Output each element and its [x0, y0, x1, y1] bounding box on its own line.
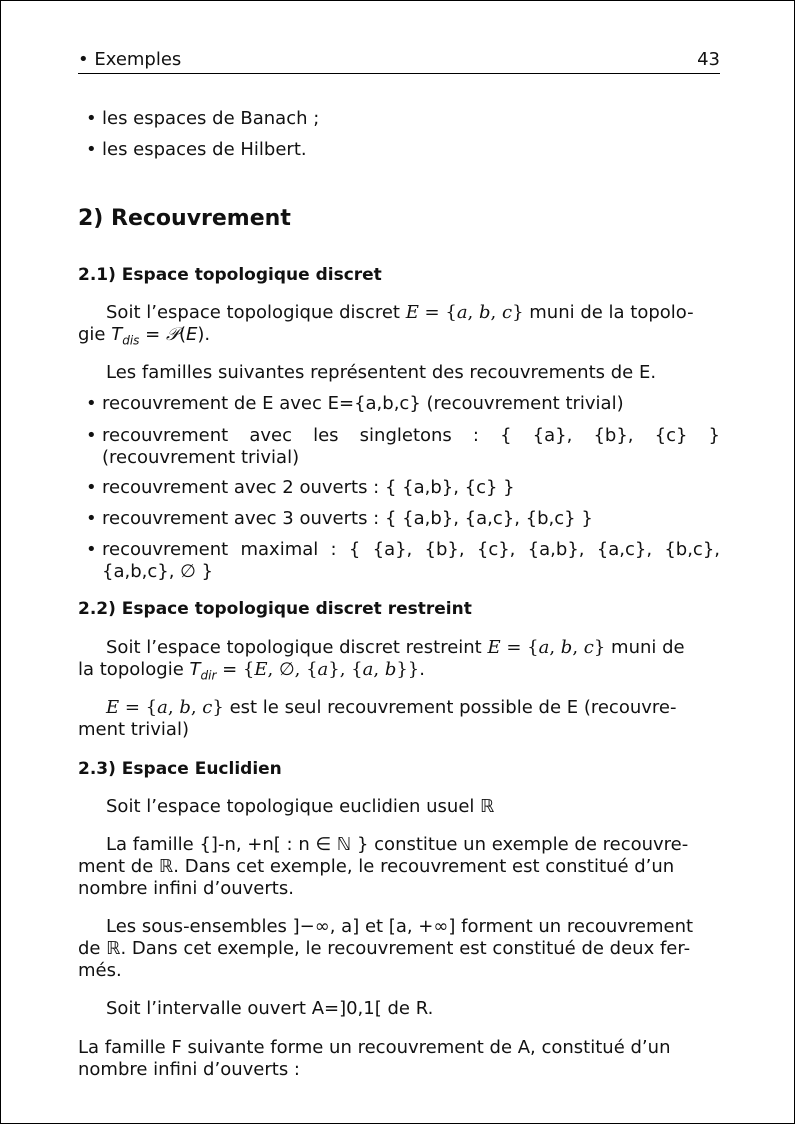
paragraph: Les familles suivantes représentent des recouvrements de E.	[106, 362, 657, 383]
paragraph-continuation: ment de ℝ. Dans cet exemple, le recouvrement est constitué d’un	[78, 856, 675, 877]
list-item: • recouvrement maximal : { {a}, {b}, {c}, {a,b}, {a,c}, {b,c}, {a,b,c}, ∅ }	[86, 539, 720, 582]
list-item: • les espaces de Banach ;	[86, 108, 320, 129]
list-item: • recouvrement avec les singletons : { {a}, {b}, {c} } (recouvrement trivial)	[86, 425, 720, 468]
section-heading: 2) Recouvrement	[78, 206, 291, 231]
paragraph: Soit l’espace topologique discret E = {a, b, c} muni de la topolo-	[106, 302, 694, 323]
paragraph-continuation: nombre infini d’ouverts.	[78, 878, 294, 899]
paragraph: Soit l’espace topologique euclidien usuel ℝ	[106, 796, 495, 817]
running-header	[78, 49, 720, 74]
list-item: • recouvrement avec 2 ouverts : { {a,b}, {c} }	[86, 477, 515, 498]
paragraph: La famille F suivante forme un recouvrement de A, constitué d’un	[78, 1037, 671, 1058]
list-item: • les espaces de Hilbert.	[86, 139, 307, 160]
paragraph: Soit l’espace topologique discret restreint E = {a, b, c} muni de	[106, 637, 685, 658]
paragraph: La famille {]-n, +n[ : n ∈ ℕ } constitue un exemple de recouvre-	[106, 834, 689, 855]
header-section: • Exemples	[78, 49, 182, 70]
subsection-heading: 2.2) Espace topologique discret restreint	[78, 599, 472, 619]
paragraph: Soit l’intervalle ouvert A=]0,1[ de R.	[106, 998, 434, 1019]
paragraph-continuation: nombre infini d’ouverts :	[78, 1059, 300, 1080]
subsection-heading: 2.1) Espace topologique discret	[78, 265, 382, 285]
page-number: 43	[697, 49, 720, 70]
paragraph: Les sous-ensembles ]−∞, a] et [a, +∞] forment un recouvrement	[106, 916, 694, 937]
list-item: • recouvrement avec 3 ouverts : { {a,b}, {a,c}, {b,c} }	[86, 508, 593, 529]
list-item: • recouvrement de E avec E={a,b,c} (recouvrement trivial)	[86, 393, 624, 414]
paragraph-continuation: la topologie $T_{dir} = \{E$, ∅, {a}, {a, b}}.	[78, 659, 425, 683]
subsection-heading: 2.3) Espace Euclidien	[78, 759, 282, 779]
paragraph-continuation: de ℝ. Dans cet exemple, le recouvrement est constitué de deux fer-	[78, 938, 691, 959]
paragraph-continuation: ment trivial)	[78, 719, 189, 740]
paragraph: E = {a, b, c} est le seul recouvrement possible de E (recouvre-	[106, 697, 677, 718]
paragraph-continuation: gie $T_{dis}$ = 𝒫(E).	[78, 324, 211, 348]
paragraph-continuation: més.	[78, 960, 122, 981]
